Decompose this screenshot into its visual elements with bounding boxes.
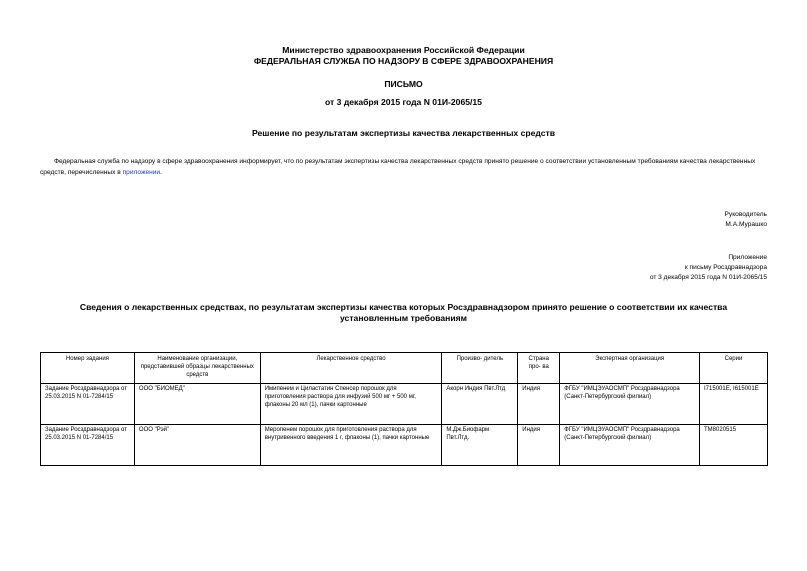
appendix-reference (650, 253, 767, 283)
body-paragraph (40, 157, 768, 178)
document-type: ПИСЬМО (384, 79, 423, 89)
appendix-line-3: от 3 декабря 2015 года N 01И-2065/15 (649, 274, 767, 281)
table-header-row (41, 353, 768, 384)
cell-country: Индия (518, 383, 560, 424)
appendix-line-2: к письму Росздравнадзора (684, 264, 767, 271)
header-series: Серии (700, 353, 768, 384)
cell-series: TM8020515 (700, 424, 768, 465)
header-organization: Наименование организации, представившей образцы лекарственных средств (134, 353, 260, 384)
header-manufacturer: Произво- дитель (442, 353, 518, 384)
table-row (41, 383, 768, 424)
appendix-title: Сведения о лекарственных средствах, по результатам экспертизы качества которых Росздравнадзором принято решение о соответствии их качества установленным требованиям (79, 302, 728, 323)
body-text-end: . (160, 168, 162, 176)
header-task-number: Номер задания (41, 353, 135, 384)
service-heading: ФЕДЕРАЛЬНАЯ СЛУЖБА ПО НАДЗОРУ В СФЕРЕ ЗДРАВООХРАНЕНИЯ (253, 56, 554, 66)
cell-series: I715001E, I615001E (700, 383, 768, 424)
cell-country: Индия (518, 424, 560, 465)
appendix-link[interactable]: приложении (122, 168, 161, 176)
document-date-number: от 3 декабря 2015 года N 01И-2065/15 (325, 97, 482, 107)
cell-organization: ООО "БИОМЕД" (134, 383, 260, 424)
cell-medicine: Имипенем и Циластатин Спенсер порошок для приготовления раствора для инфузий 500 мг + 500 мг, флаконы 20 мл (1), пачки картонные (260, 383, 442, 424)
medicines-table (40, 352, 768, 466)
cell-task-number: Задание Росздравнадзора от 25.03.2015 N 01-7284/15 (41, 383, 135, 424)
ministry-heading: Министерство здравоохранения Российской Федерации (282, 45, 525, 55)
cell-manufacturer: Акорн Индия Пвт.Лтд (442, 383, 518, 424)
cell-task-number: Задание Росздравнадзора от 25.03.2015 N 01-7284/15 (41, 424, 135, 465)
cell-organization: ООО "Рэй" (134, 424, 260, 465)
table-row (41, 424, 768, 465)
header-country: Страна про- ва (518, 353, 560, 384)
body-text-start: Федеральная служба по надзору в сфере здравоохранения информирует, что по результатам экспертизы качества лекарственных средств принято решение о соответствии установленным требованиям качества лекарственных средств, перечисленных в (40, 158, 756, 176)
header-medicine: Лекарственное средство (260, 353, 442, 384)
signatory-name: М.А.Мурашко (725, 221, 767, 228)
cell-manufacturer: М.Дж.Биофарм Пвт.Лтд. (442, 424, 518, 465)
cell-medicine: Меропенем порошок для приготовления раствора для внутривенного введения 1 г, флаконы (1), пачки картонные (260, 424, 442, 465)
cell-expert-organization: ФГБУ "ИМЦЭУАОСМП" Росздравнадзора (Санкт-Петербургский филиал) (560, 424, 700, 465)
cell-expert-organization: ФГБУ "ИМЦЭУАОСМП" Росздравнадзора (Санкт-Петербургский филиал) (560, 383, 700, 424)
signature-block (725, 210, 767, 230)
header-expert-organization: Экспертная организация (560, 353, 700, 384)
appendix-line-1: Приложение (728, 254, 767, 261)
document-subject: Решение по результатам экспертизы качества лекарственных средств (251, 128, 556, 138)
signatory-position: Руководитель (724, 211, 767, 218)
